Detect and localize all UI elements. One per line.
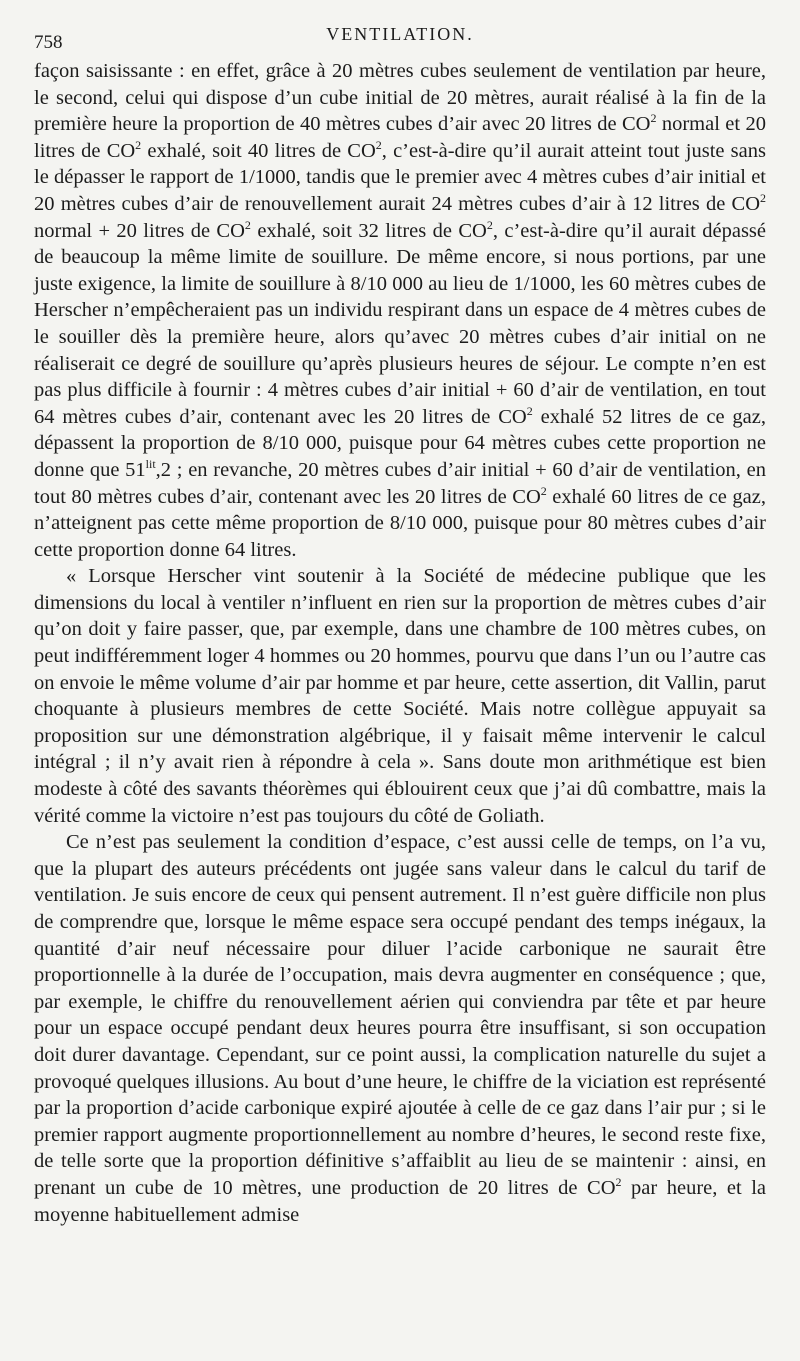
text-run: par heure, et la moyenne habituellement admise bbox=[34, 1176, 766, 1226]
paragraph bbox=[34, 563, 766, 829]
text-run: « Lorsque Herscher vint soutenir à la Société de médecine publique que les dimensions du local à ventiler n’influent en rien sur la proportion de mètres cubes d’air qu’on doit y faire passer, que, par exemple, dans une chambre de 100 mètres cubes, on peut indifféremment loger 4 hommes ou 20 hommes, pourvu que dans l’un ou l’autre cas on envoie le même volume d’air par homme et par heure, cette assertion, dit Vallin, parut choquante à plusieurs membres de cette Société. Mais notre collègue appuyait sa proposition sur une démonstration algébrique, il y faisait même intervenir le calcul intégral ; il n’y avait rien à répondre à cela ». Sans doute mon arithmétique est bien modeste à côté des savants théorèmes qui éblouirent ceux que j’ai dû combattre, mais la vérité comme la victoire n’est pas toujours du côté de Goliath. bbox=[34, 565, 766, 827]
running-title: VENTILATION. bbox=[326, 24, 474, 44]
text-run: exhalé 52 litres de ce gaz, dépassent la proportion de 8/10 000, puisque pour 64 mètres cubes cette proportion ne donne que 51 bbox=[34, 405, 766, 481]
text-run: ,2 ; en revanche, 20 mètres cubes d’air initial + 60 d’air de ventilation, en tout 80 mètres cubes d’air, contenant avec les 20 litres de CO bbox=[34, 458, 766, 508]
text-run: , c’est-à-dire qu’il aurait dépassé de beaucoup la même limite de souillure. De même encore, si nous portions, par une juste exigence, la limite de souillure à 8/10 000 au lieu de 1/1000, les 60 mètres cubes de Herscher n’empêcheraient pas un individu respirant dans un espace de 4 mètres cubes de le souiller dès la première heure, alors qu’avec 20 mètres cubes d’air initial on ne réaliserait ce degré de souillure qu’après plusieurs heures de séjour. Le compte n’en est pas plus difficile à fournir : 4 mètres cubes d’air initial + 60 d’air de ventilation, en tout 64 mètres cubes d’air, contenant avec les 20 litres de CO bbox=[34, 219, 766, 428]
body-text bbox=[34, 58, 766, 1228]
text-run: , c’est-à-dire qu’il aurait atteint tout juste sans le dépasser le rapport de 1/1000, tandis que le premier avec 4 mètres cubes d’air initial et 20 mètres cubes d’air de renouvellement aurait 24 mètres cubes d’air à 12 litres de CO bbox=[34, 139, 766, 215]
superscript: 2 bbox=[540, 483, 547, 498]
text-run: Ce n’est pas seulement la condition d’espace, c’est aussi celle de temps, on l’a vu, que la plupart des auteurs précédents ont jugée sans valeur dans le calcul du tarif de ventilation. Je suis encore de ceux qui pensent autrement. Il n’est guère difficile non plus de comprendre que, lorsque le même espace sera occupé pendant des temps inégaux, la quantité d’air neuf nécessaire pour diluer l’acide carbonique ne saurait être proportionnelle à la durée de l’occupation, mais devra augmenter en conséquence ; que, par exemple, le chiffre du renouvellement aérien qui conviendra par tête et par heure pour un espace occupé pendant deux heures pourra être insuffisant, si son occupation doit durer davantage. Cependant, sur ce point aussi, la complication naturelle du sujet a provoqué quelques illusions. Au bout d’une heure, le chiffre de la viciation est représenté par la proportion d’acide carbonique expiré ajoutée à celle de ce gaz dans l’air pur ; si le premier rapport augmente proportionnellement au nombre d’heures, le second reste fixe, de telle sorte que la proportion définitive s’affaiblit au lieu de se maintenir : ainsi, en prenant un cube de 10 mètres, une production de 20 litres de CO bbox=[34, 831, 766, 1199]
superscript: 2 bbox=[486, 217, 493, 232]
superscript: 2 bbox=[244, 217, 251, 232]
superscript: 2 bbox=[615, 1175, 622, 1190]
page-number: 758 bbox=[34, 32, 63, 53]
paragraph bbox=[34, 829, 766, 1228]
text-run: normal et 20 litres de CO bbox=[34, 113, 766, 162]
running-head bbox=[34, 18, 766, 53]
text-run: exhalé 60 litres de ce gaz, n’atteignent pas cette même proportion de 8/10 000, puisque pour 80 mètres cubes d’air cette proportion donne 64 litres. bbox=[34, 485, 766, 561]
text-run: exhalé, soit 32 litres de CO bbox=[250, 219, 487, 242]
text-run: normal + 20 litres de CO bbox=[34, 219, 245, 242]
text-run: exhalé, soit 40 litres de CO bbox=[141, 139, 376, 162]
text-run: façon saisissante : en effet, grâce à 20 mètres cubes seulement de ventilation par heure, le second, celui qui dispose d’un cube initial de 20 mètres, aurait réalisé à la fin de la première heure la proportion de 40 mètres cubes d’air avec 20 litres de CO bbox=[34, 60, 766, 136]
superscript: 2 bbox=[526, 403, 533, 418]
superscript: 2 bbox=[135, 137, 142, 152]
superscript: 2 bbox=[760, 191, 766, 206]
paragraph bbox=[34, 58, 766, 563]
superscript: 2 bbox=[375, 137, 382, 152]
superscript: 2 bbox=[650, 111, 657, 126]
superscript: lit bbox=[145, 457, 156, 472]
